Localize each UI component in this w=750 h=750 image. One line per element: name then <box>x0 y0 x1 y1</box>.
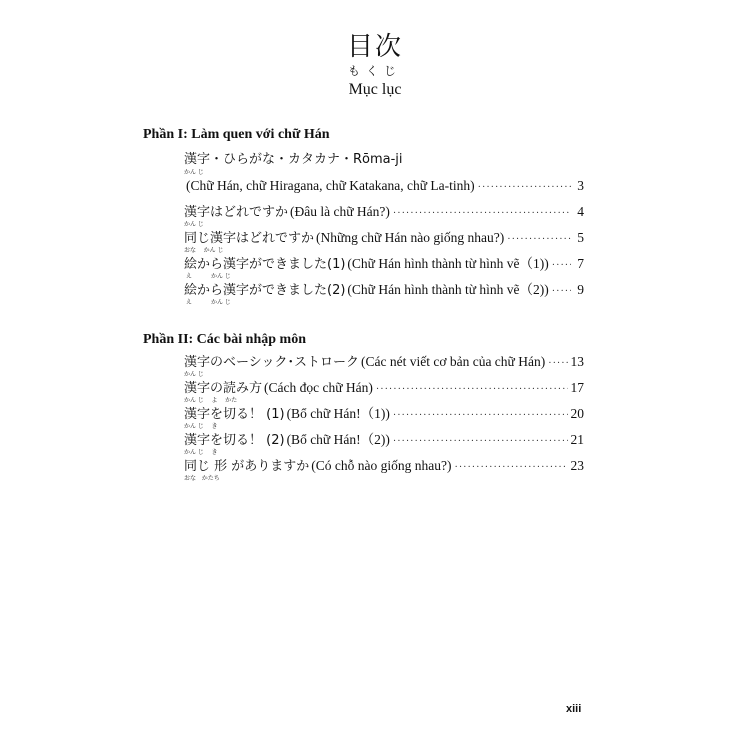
page-title: 目次 <box>346 32 403 62</box>
entry-vietnamese-title: (Bổ chữ Hán!（2)) <box>286 432 390 447</box>
toc-entry[interactable] <box>184 282 584 307</box>
entry-line <box>184 178 584 194</box>
entry-line <box>184 458 584 474</box>
entry-furigana: かん じ <box>184 169 204 176</box>
entry-page-number: 3 <box>577 178 584 193</box>
entry-vietnamese-title: (Chữ Hán, chữ Hiragana, chữ Katakana, chữ La-tinh) <box>186 178 475 193</box>
entry-furigana: え かん じ <box>184 299 231 306</box>
entry-line <box>184 230 584 246</box>
entry-line <box>184 204 584 220</box>
toc-entry[interactable] <box>184 256 584 281</box>
entry-furigana: おな かたち <box>184 475 220 482</box>
entry-line <box>184 406 584 422</box>
entry-japanese-title: 漢字を切る！ (1) <box>184 407 285 422</box>
entry-japanese-title: 絵から漢字ができました(2) <box>184 283 346 298</box>
leader-dots <box>393 432 568 450</box>
page-number: xiii <box>566 703 582 715</box>
entry-japanese-title: 漢字はどれですか <box>184 205 289 220</box>
entry-vietnamese-title: (Chữ Hán hình thành từ hình vẽ（2)) <box>347 282 549 297</box>
entry-line <box>184 282 584 298</box>
toc-entry[interactable] <box>184 152 584 177</box>
toc-entry[interactable] <box>184 458 584 483</box>
entry-page-number: 13 <box>570 354 584 369</box>
leader-dots <box>478 178 571 196</box>
toc-entry[interactable] <box>184 204 584 229</box>
leader-dots <box>393 204 571 222</box>
entry-page-number: 7 <box>577 256 584 271</box>
title-furigana: もくじ <box>347 64 402 78</box>
entry-page-number: 20 <box>570 406 584 421</box>
toc-entry[interactable] <box>184 230 584 255</box>
entry-japanese-title: 同じ 形 がありますか <box>184 459 310 474</box>
leader-dots <box>454 458 567 476</box>
entry-page-number: 23 <box>570 458 584 473</box>
toc-entry[interactable] <box>184 380 584 405</box>
entry-page-number: 21 <box>570 432 584 447</box>
entry-page-number: 5 <box>577 230 584 245</box>
entry-furigana: かん じ き <box>184 423 218 430</box>
toc-entry[interactable] <box>184 354 584 379</box>
toc-entry[interactable] <box>184 432 584 457</box>
leader-dots <box>376 380 568 398</box>
entry-japanese-title: 同じ漢字はどれですか <box>184 231 315 246</box>
entry-line <box>184 354 584 370</box>
entry-japanese-title: 絵から漢字ができました(1) <box>184 257 346 272</box>
page-subtitle: Mục lục <box>348 81 402 98</box>
entry-japanese-title: 漢字を切る！ (2) <box>184 433 285 448</box>
part-heading: Phần I: Làm quen với chữ Hán <box>143 127 330 142</box>
entry-vietnamese-title: (Cách đọc chữ Hán) <box>264 380 373 395</box>
entry-furigana: かん じ よ かた <box>184 397 238 404</box>
entry-furigana: おな かん じ <box>184 247 224 254</box>
leader-dots <box>548 354 567 372</box>
toc-entry[interactable] <box>184 178 584 203</box>
leader-dots <box>552 256 571 274</box>
entry-furigana: え かん じ <box>184 273 231 280</box>
part-heading: Phần II: Các bài nhập môn <box>143 332 306 347</box>
entry-furigana: かん じ <box>184 371 204 378</box>
leader-dots <box>507 230 571 248</box>
entry-japanese-title: 漢字のベーシック･ストローク <box>184 355 359 370</box>
entry-vietnamese-title: (Các nét viết cơ bản của chữ Hán) <box>360 354 546 369</box>
leader-dots <box>552 282 571 300</box>
entry-vietnamese-title: (Có chỗ nào giống nhau?) <box>311 458 452 473</box>
entry-page-number: 17 <box>570 380 584 395</box>
entry-line <box>184 256 584 272</box>
entry-line <box>184 152 584 168</box>
entry-vietnamese-title: (Đâu là chữ Hán?) <box>290 204 390 219</box>
leader-dots <box>393 406 568 424</box>
entry-furigana: かん じ き <box>184 449 218 456</box>
entry-line <box>184 432 584 448</box>
entry-page-number: 9 <box>577 282 584 297</box>
entry-vietnamese-title: (Những chữ Hán nào giống nhau?) <box>316 230 505 245</box>
entry-vietnamese-title: (Bổ chữ Hán!（1)) <box>286 406 390 421</box>
entry-vietnamese-title: (Chữ Hán hình thành từ hình vẽ（1)) <box>347 256 549 271</box>
toc-entry[interactable] <box>184 406 584 431</box>
entry-page-number: 4 <box>577 204 584 219</box>
entry-furigana: かん じ <box>184 221 204 228</box>
entry-japanese-title: 漢字の読み方 <box>184 381 263 396</box>
entry-line <box>184 380 584 396</box>
entry-japanese-title: 漢字・ひらがな・カタカナ・Rōma-ji <box>184 152 403 167</box>
